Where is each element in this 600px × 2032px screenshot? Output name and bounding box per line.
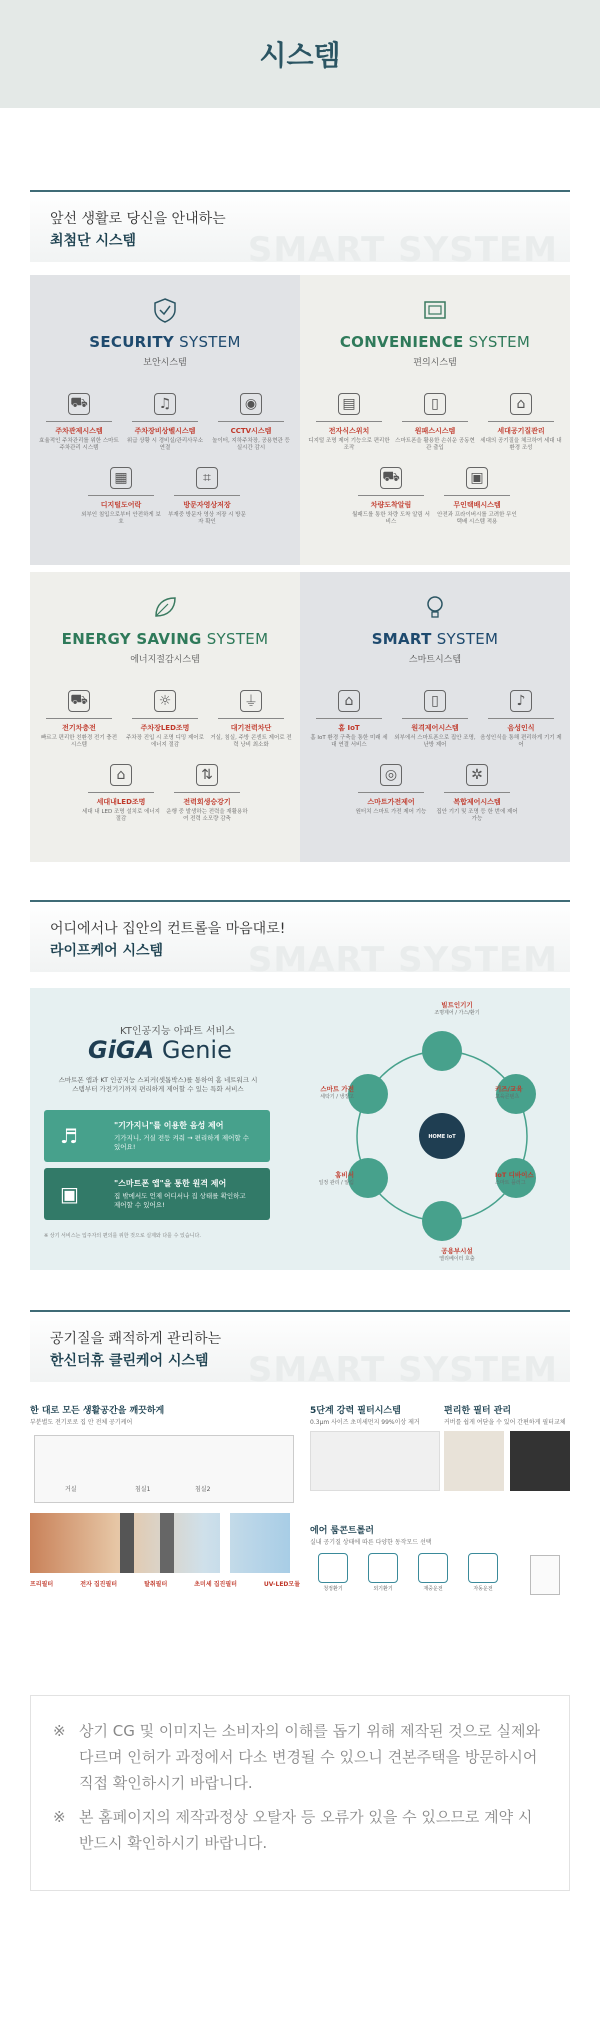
node-secretary: 홈비서 일정 관리 / 알림 xyxy=(318,1171,354,1186)
security-panel xyxy=(30,275,300,565)
home-iot-label: HOME IoT xyxy=(428,1134,456,1140)
mode-item: 청정환기 xyxy=(315,1553,351,1592)
car-alert-icon: ⛟ xyxy=(380,467,402,489)
clean-section-header xyxy=(30,1310,570,1390)
smartsys-title: SMART SYSTEM xyxy=(371,630,499,648)
car-icon: ⛟ xyxy=(68,393,90,415)
app-icon: ▣ xyxy=(60,1182,79,1206)
energy-item: ⏚ 대기전력차단 거실, 침실, 주방 콘센트 제어로 전력 낭비 최소화 xyxy=(210,690,292,749)
smartsys-korean: 스마트시스템 xyxy=(408,655,462,665)
voice-icon: ♬ xyxy=(60,1124,78,1148)
plug-icon: ⏚ xyxy=(240,690,262,712)
smartsys-item: ▯ 원격제어시스템 외부에서 스마트폰으로 집안 조명, 난방 제어 xyxy=(394,690,476,749)
convenience-item: ▯ 원패스시스템 스마트폰을 활용한 손쉬운 공동현관 출입 xyxy=(394,393,476,452)
parcel-icon: ▣ xyxy=(466,467,488,489)
notice-line: ※ 상기 CG 및 이미지는 소비자의 이해를 돕기 위해 제작된 것으로 실제와 다르며 인허가 과정에서 다소 변경될 수 있으니 견본주택을 방문하시어 직접 확인하시기 바랍니다. xyxy=(53,1722,541,1792)
home-iot-icon: ⌂ xyxy=(338,690,360,712)
clean-subtitle: 공기질을 쾌적하게 관리하는 xyxy=(50,1331,222,1347)
phone-icon: ▯ xyxy=(424,393,446,415)
mode-item: 재중운전 xyxy=(415,1553,451,1592)
node-public: 공용부시설 엘리베이터 호출 xyxy=(439,1247,475,1262)
security-item: ▦ 디지털도어락 외부인 침입으로부터 안전하게 보호 xyxy=(80,467,162,526)
energy-item: ⛟ 전기차충전 빠르고 편리한 친환경 전기 충전 시스템 xyxy=(40,692,118,748)
security-title: SECURITY SYSTEM xyxy=(89,333,241,351)
clean-b-title: 5단계 강력 필터시스템 xyxy=(310,1406,401,1416)
security-item: ◉ CCTV시스템 놀이터, 지하주차장, 공용현관 등 실시간 감시 xyxy=(210,393,292,452)
microphone-icon: ♪ xyxy=(510,690,532,712)
convenience-panel xyxy=(300,275,570,565)
page-header xyxy=(0,0,600,108)
convenience-korean: 편의시스템 xyxy=(413,358,457,368)
convenience-item: ⛟ 차량도착알림 월패드를 통한 차량 도착 알림 서비스 xyxy=(352,469,430,525)
smart-watermark: SMART SYSTEM xyxy=(247,230,558,270)
lifecare-title: 라이프케어 시스템 xyxy=(50,943,164,959)
clean-panel xyxy=(30,1395,570,1605)
notice-box xyxy=(30,1695,570,1891)
appliance-icon: ◎ xyxy=(380,764,402,786)
leaf-icon xyxy=(152,594,178,620)
iot-network-diagram xyxy=(330,1008,550,1248)
cctv-icon: ◉ xyxy=(240,393,262,415)
led-icon: ☼ xyxy=(154,690,176,712)
clean-watermark: SMART SYSTEM xyxy=(247,1350,558,1390)
filter-system-image xyxy=(310,1431,440,1491)
app-control-box: ▣ "스마트폰 앱"을 통한 원격 제어 집 밖에서도 언제 어디서나 집 상태를 확인하고 제어할 수 있어요! xyxy=(44,1168,270,1220)
mode-item: 외기환기 xyxy=(365,1553,401,1592)
air-quality-icon: ⌂ xyxy=(510,393,532,415)
bulb-icon xyxy=(422,594,448,620)
node-appliance: 스마트 가전 세탁기 / 냉장고 xyxy=(320,1085,354,1100)
lifecare-footnote: ※ 상기 서비스는 입주자의 편의를 위한 것으로 실제와 다를 수 있습니다. xyxy=(44,1233,201,1239)
smart-panel xyxy=(300,572,570,862)
smartsys-item: ⌂ 홈 IoT 홈 IoT 환경 구축을 통한 미래 세대 연결 서비스 xyxy=(308,690,390,749)
giga-genie-logo: GiGA Genie xyxy=(88,1036,232,1064)
smartsys-item: ✲ 복합제어시스템 집안 기기 및 조명 등 한 번에 제어 가능 xyxy=(436,764,518,823)
switch-icon: ▤ xyxy=(338,393,360,415)
energy-korean: 에너지절감시스템 xyxy=(130,655,200,665)
energy-item: ⌂ 세대내LED조명 세대 내 LED 조명 설치로 에너지 절감 xyxy=(80,764,162,823)
clean-title: 한신더휴 클린케어 시스템 xyxy=(50,1353,209,1369)
clean-b-desc: 0.3μm 사이즈 초미세먼지 99%이상 제거 xyxy=(310,1419,420,1426)
clean-a-desc: 부분별도 전기로로 집 안 전체 공기케어 xyxy=(30,1419,133,1426)
convenience-item: ⌂ 세대공기질관리 세대의 공기질을 체크하여 세대 내 환경 조성 xyxy=(480,393,562,452)
smart-subtitle: 앞선 생활로 당신을 안내하는 xyxy=(50,211,226,227)
security-item: ⌗ 방문자영상저장 부재중 방문자 영상 저장 시 방문자 확인 xyxy=(166,467,248,526)
mode-item: 자동운전 xyxy=(465,1553,501,1592)
smart-section-header xyxy=(30,190,570,270)
energy-panel xyxy=(30,572,300,862)
voice-control-box: ♬ "기가지니"를 이용한 음성 제어 기가지니, 거실 전등 켜줘 → 편리하게 제어할 수 있어요! xyxy=(44,1110,270,1162)
house-diagram: 거실 침실1 침실2 xyxy=(34,1435,294,1503)
energy-item: ☼ 주차장LED조명 주차장 진입 시 조명 디밍 제어로 에너지 절감 xyxy=(124,690,206,749)
convenience-item: ▣ 무인택배시스템 안전과 프라이버시를 고려한 무인택배 시스템 적용 xyxy=(436,467,518,526)
remote-icon: ▯ xyxy=(424,690,446,712)
clean-d-title: 에어 룸콘트롤러 xyxy=(310,1526,374,1536)
node-iot-device: IoT 디바이스 스마트 플러그 xyxy=(495,1171,534,1186)
smartsys-item: ◎ 스마트가전제어 원터치 스마트 가전 제어 기능 xyxy=(350,764,432,816)
smartsys-item: ♪ 음성인식 음성인식을 통해 편리하게 기기 제어 xyxy=(480,690,562,749)
filter-cover-image xyxy=(510,1431,570,1491)
energy-item: ⇅ 전력회생승강기 운행 중 발생하는 전력을 재활용하여 전력 소모량 감축 xyxy=(166,764,248,823)
control-icon: ✲ xyxy=(466,764,488,786)
security-item: ♫ 주차장비상벨시스템 위급 상황 시 경비실/관리사무소 연결 xyxy=(124,393,206,452)
energy-title: ENERGY SAVING SYSTEM xyxy=(61,630,269,648)
filter-diagram xyxy=(30,1513,290,1573)
smart-title: 최첨단 시스템 xyxy=(50,233,137,249)
clean-c-title: 편리한 필터 관리 xyxy=(444,1406,512,1416)
convenience-item: ▤ 전자식스위치 디지털 조명 제어 기능으로 편리한 조작 xyxy=(308,393,390,452)
doorlock-icon: ▦ xyxy=(110,467,132,489)
lifecare-panel xyxy=(30,988,570,1270)
filter-labels: 프리필터 전자 집진필터 탈취필터 초미세 집진필터 UV-LED모듈 xyxy=(30,1581,300,1588)
controller-image xyxy=(530,1555,560,1595)
kt-label: KT인공지능 아파트 서비스 xyxy=(120,1026,235,1037)
filter-cover-image xyxy=(444,1431,504,1491)
lifecare-watermark: SMART SYSTEM xyxy=(247,940,558,980)
clean-c-desc: 커버를 쉽게 여닫을 수 있어 간편하게 필터교체 xyxy=(444,1419,566,1426)
camera-icon: ⌗ xyxy=(196,467,218,489)
shield-icon xyxy=(152,297,178,323)
page-title: 시스템 xyxy=(259,39,341,72)
clean-d-desc: 실내 공기질 상태에 따른 다양한 동작모드 선택 xyxy=(310,1539,432,1546)
node-builtin: 빌트인기기 조명제어 / 가스/환기 xyxy=(434,1001,480,1016)
node-kids: 키즈/교육 교육콘텐츠 xyxy=(495,1085,523,1100)
lifecare-section-header xyxy=(30,900,570,980)
wallpad-icon xyxy=(422,297,448,323)
security-korean: 보안시스템 xyxy=(143,358,187,368)
elevator-icon: ⇅ xyxy=(196,764,218,786)
notice-line: ※ 본 홈페이지의 제작과정상 오탈자 등 오류가 있을 수 있으므로 계약 시 반드시 확인하시기 바랍니다. xyxy=(53,1808,533,1852)
ev-icon: ⛟ xyxy=(68,690,90,712)
giga-desc: 스마트폰 앱과 KT 인공지능 스피커(셋톱박스)를 통하여 홈 네트워크 시스템부터 가전기기까지 편리하게 제어할 수 있는 특화 서비스 xyxy=(58,1076,258,1093)
convenience-title: CONVENIENCE SYSTEM xyxy=(339,333,531,351)
house-light-icon: ⌂ xyxy=(110,764,132,786)
security-item: ⛟ 주차관제시스템 효율적인 주차관리를 위한 스마트 주차관리 시스템 xyxy=(39,395,119,451)
lifecare-subtitle: 어디에서나 집안의 컨트롤을 마음대로! xyxy=(50,921,286,937)
bell-icon: ♫ xyxy=(154,393,176,415)
clean-a-title: 한 대로 모든 생활공간을 깨끗하게 xyxy=(30,1406,165,1416)
